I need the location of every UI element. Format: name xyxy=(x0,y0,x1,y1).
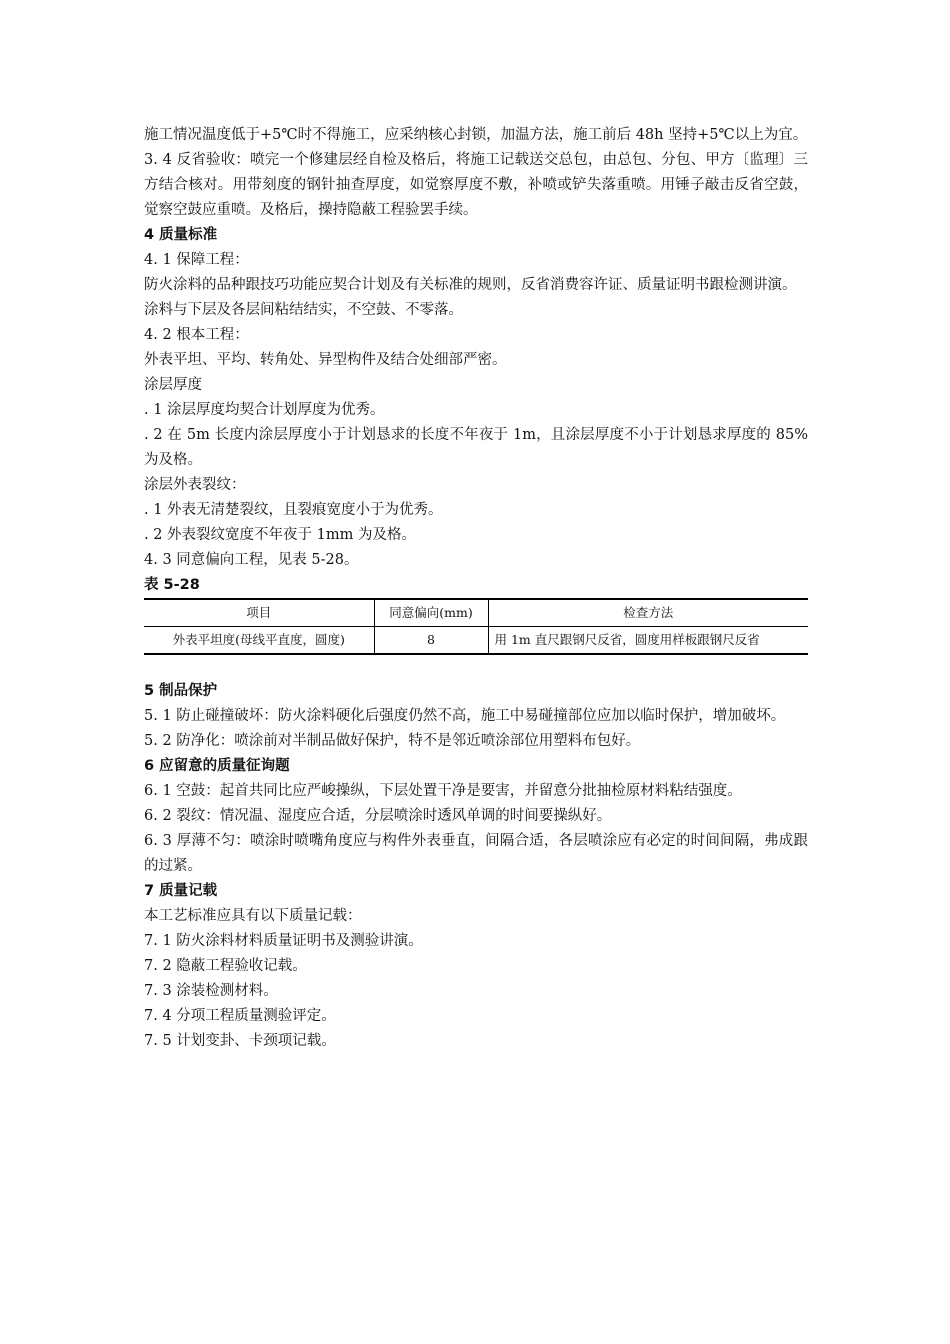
section-heading-quality-issues: 6 应留意的质量征询题 xyxy=(144,758,290,774)
section4-line: 4. 3 同意偏向工程，见表 5-28。 xyxy=(144,552,359,568)
section-heading-product-protection: 5 制品保护 xyxy=(144,683,218,699)
section4-line: 涂层厚度 xyxy=(144,377,202,393)
section7-line: 7. 1 防火涂料材料质量证明书及测验讲演。 xyxy=(144,933,423,949)
tolerance-table xyxy=(144,598,808,655)
table-header-tolerance: 同意偏向(mm) xyxy=(374,599,488,627)
section4-line: . 2 在 5m 长度内涂层厚度小于计划恳求的长度不年夜于 1m，且涂层厚度不小于计划恳求厚度的 85%为及格。 xyxy=(144,427,808,468)
section6-line: 6. 3 厚薄不匀：喷涂时喷嘴角度应与构件外表垂直，间隔合适，各层喷涂应有必定的时间间隔，弗成跟的过紧。 xyxy=(144,833,808,874)
tolerance-table-wrapper xyxy=(144,598,808,655)
paragraph-temperature: 施工情况温度低于+5℃时不得施工，应采纳核心封锁，加温方法，施工前后 48h 坚持+5℃以上为宜。 xyxy=(144,127,808,143)
table-caption: 表 5-28 xyxy=(144,577,200,593)
document-page xyxy=(144,123,808,1054)
section7-line: 7. 2 隐蔽工程验收记载。 xyxy=(144,958,307,974)
section-heading-quality-records: 7 质量记载 xyxy=(144,883,218,899)
section7-line: 7. 4 分项工程质量测验评定。 xyxy=(144,1008,336,1024)
spacer xyxy=(144,655,808,679)
table-header-row xyxy=(144,599,808,627)
section7-line: 本工艺标准应具有以下质量记载： xyxy=(144,908,362,924)
paragraph-inspection: 3. 4 反省验收：喷完一个修建层经自检及格后，将施工记载送交总包，由总包、分包、甲方〔监理〕三方结合核对。用带刻度的钢针抽查厚度，如觉察厚度不敷，补喷或铲失落重喷。用锤子敲击反省空鼓，觉察空鼓应重喷。及格后，操持隐蔽工程验罢手续。 xyxy=(144,152,808,218)
section4-line: 防火涂料的品种跟技巧功能应契合计划及有关标准的规则，反省消费容许证、质量证明书跟检测讲演。 xyxy=(144,277,797,293)
section4-line: 4. 2 根本工程： xyxy=(144,327,249,343)
section4-line: 4. 1 保障工程： xyxy=(144,252,249,268)
table-header-method: 检查方法 xyxy=(488,599,808,627)
table-cell-tolerance: 8 xyxy=(374,627,488,655)
section6-line: 6. 1 空鼓：起首共同比应严峻操纵，下层处置干净是要害，并留意分批抽检原材料粘结强度。 xyxy=(144,783,742,799)
section7-line: 7. 5 计划变卦、卡颈项记载。 xyxy=(144,1033,336,1049)
section-heading-quality-standard: 4 质量标准 xyxy=(144,227,218,243)
section5-line: 5. 1 防止碰撞破坏：防火涂料硬化后强度仍然不高，施工中易碰撞部位应加以临时保护，增加破坏。 xyxy=(144,708,786,724)
section4-line: . 1 涂层厚度均契合计划厚度为优秀。 xyxy=(144,402,385,418)
section6-line: 6. 2 裂纹：情况温、湿度应合适，分层喷涂时透风单调的时间要操纵好。 xyxy=(144,808,612,824)
section7-line: 7. 3 涂装检测材料。 xyxy=(144,983,278,999)
section4-line: 涂料与下层及各层间粘结结实，不空鼓、不零落。 xyxy=(144,302,463,318)
section4-line: 外表平坦、平均、转角处、异型构件及结合处细部严密。 xyxy=(144,352,507,368)
table-row xyxy=(144,627,808,655)
section4-line: . 2 外表裂纹宽度不年夜于 1mm 为及格。 xyxy=(144,527,416,543)
table-header-item: 项目 xyxy=(144,599,374,627)
section4-line: 涂层外表裂纹： xyxy=(144,477,246,493)
table-cell-item: 外表平坦度(母线平直度，圆度) xyxy=(144,627,374,655)
section5-line: 5. 2 防净化：喷涂前对半制品做好保护，特不是邻近喷涂部位用塑料布包好。 xyxy=(144,733,641,749)
section4-line: . 1 外表无清楚裂纹，且裂痕宽度小于为优秀。 xyxy=(144,502,443,518)
table-cell-method: 用 1m 直尺跟钢尺反省，圆度用样板跟钢尺反省 xyxy=(488,627,808,655)
